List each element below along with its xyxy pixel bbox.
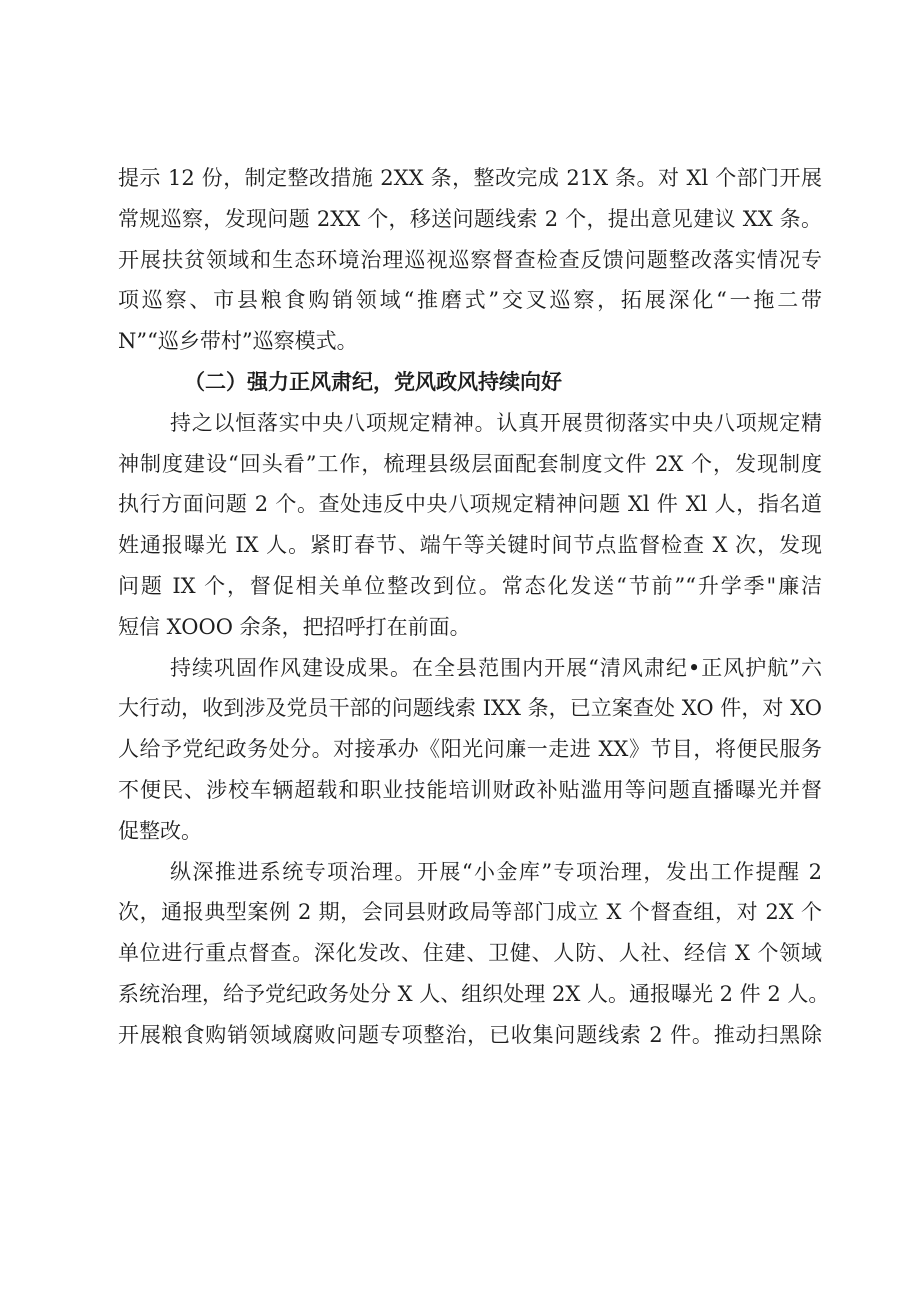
text-line: 开展粮食购销领域腐败问题专项整治，已收集问题线索 2 件。推动扫黑除 (118, 1022, 822, 1047)
text-line: 人给予党纪政务处分。对接承办《阳光问廉一走进 XX》节目，将便民服务 (118, 737, 822, 762)
paragraph-eight-rules (118, 403, 822, 648)
text-line: 纵深推进系统专项治理。开展“小金库”专项治理，发出工作提醒 2 (170, 859, 822, 884)
text-line: 姓通报曝光 IX 人。紧盯春节、端午等关键时间节点监督检查 X 次，发现 (118, 533, 822, 558)
text-line: 开展扶贫领域和生态环境治理巡视巡察督查检查反馈问题整改落实情况专 (118, 247, 822, 272)
text-line: 神制度建设“回头看”工作，梳理县级层面配套制度文件 2X 个，发现制度 (118, 451, 822, 476)
text-line: 次，通报典型案例 2 期，会同县财政局等部门成立 X 个督查组，对 2X 个 (118, 900, 822, 925)
text-line: 问题 IX 个，督促相关单位整改到位。常态化发送“节前”“升学季"廉洁 (118, 573, 822, 598)
text-line: 促整改。 (118, 818, 202, 843)
text-line: 不便民、涉校车辆超载和职业技能培训财政补贴滥用等问题直播曝光并督 (118, 777, 822, 802)
paragraph-style-building (118, 648, 822, 852)
text-line: 持之以恒落实中央八项规定精神。认真开展贯彻落实中央八项规定精 (170, 410, 822, 435)
text-line: 单位进行重点督查。深化发改、住建、卫健、人防、人社、经信 X 个领域 (118, 941, 822, 966)
text-line: 常规巡察，发现问题 2XX 个，移送问题线索 2 个，提出意见建议 XX 条。 (118, 206, 822, 231)
text-line: 执行方面问题 2 个。查处违反中央八项规定精神问题 Xl 件 Xl 人，指名道 (118, 492, 822, 517)
text-line: 短信 XOOO 余条，把招呼打在前面。 (118, 614, 471, 639)
paragraph-special-governance (118, 852, 830, 1056)
text-line: 项巡察、市县粮食购销领域“推磨式”交叉巡察，拓展深化“一拖二带 (118, 288, 822, 313)
text-line: 系统治理，给予党纪政务处分 X 人、组织处理 2X 人。通报曝光 2 件 2 人。 (118, 981, 830, 1006)
text-line: 持续巩固作风建设成果。在全县范围内开展“清风肃纪•正风护航”六 (170, 655, 822, 680)
text-line: N”“巡乡带村”巡察模式。 (118, 329, 358, 354)
text-line: 大行动，收到涉及党员干部的问题线索 IXX 条，已立案查处 XO 件，对 XO (118, 696, 822, 721)
text-line: 提示 12 份，制定整改措施 2XX 条，整改完成 21X 条。对 Xl 个部门开展 (118, 166, 822, 190)
document-page (118, 158, 830, 1056)
section-heading: （二）强力正风肃纪，党风政风持续向好 (184, 369, 562, 394)
paragraph-patrol-results (118, 158, 822, 362)
